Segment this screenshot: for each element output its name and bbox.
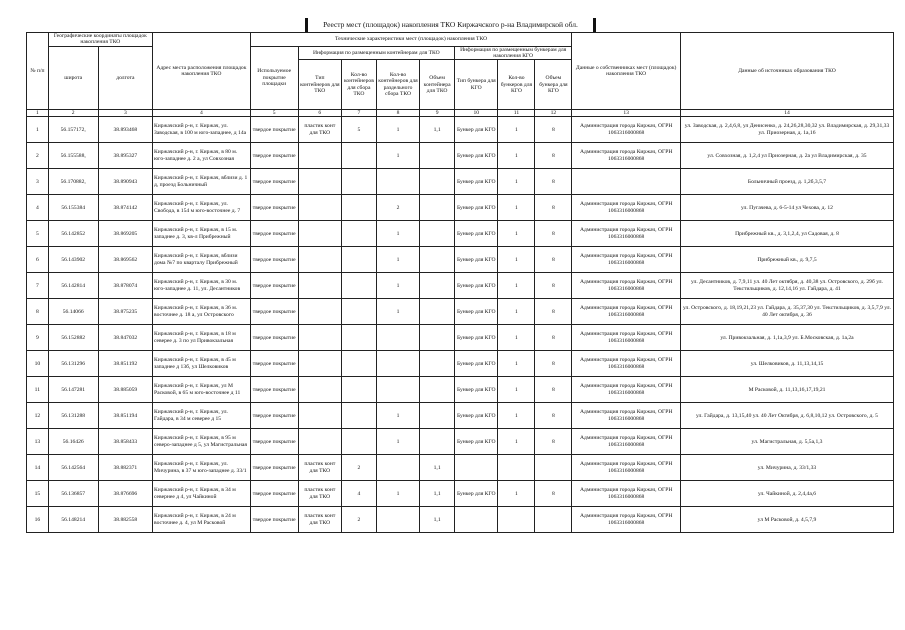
container-qty-cell xyxy=(342,247,377,273)
row-number: 15 xyxy=(27,481,49,507)
container-separate-cell: 1 xyxy=(376,221,419,247)
latitude-cell: 56.155588, xyxy=(48,143,98,169)
container-type-cell xyxy=(298,403,341,429)
row-number: 6 xyxy=(27,247,49,273)
bunker-volume-cell xyxy=(535,455,572,481)
longitude-cell: 38.882371 xyxy=(98,455,152,481)
page-title: Реестр мест (площадок) накопления ТКО Киржачского р-на Владимирской обл. xyxy=(305,18,596,32)
container-volume-cell xyxy=(420,377,455,403)
container-type-cell xyxy=(298,247,341,273)
sources-cell: ул. Островского, д. 18,19,21,23 ул. Гайдара, д. 35,37,30 ул. Текстильщиков, д. 3,5,7,9 ул. 40 Лет октября, д. 36 xyxy=(680,299,893,325)
container-qty-cell xyxy=(342,403,377,429)
column-number: 13 xyxy=(572,110,681,117)
longitude-cell: 38.858433 xyxy=(98,429,152,455)
bunker-qty-cell: 1 xyxy=(498,169,535,195)
owner-cell: Администрация города Киржач, ОГРН 1063316000868 xyxy=(572,143,681,169)
bunker-qty-cell: 1 xyxy=(498,247,535,273)
table-row xyxy=(27,299,894,325)
address-cell: Киржачский р-н, г. Киржач, в 45 м западнее д 13б, ул Шелковиков xyxy=(153,351,251,377)
container-type-cell xyxy=(298,195,341,221)
sources-cell: ул. Гайдара, д. 13,15,40 ул. 40 Лет Октября, д. 6,8,10,12 ул. Островского, д. 5 xyxy=(680,403,893,429)
container-volume-cell xyxy=(420,195,455,221)
owner-cell: Администрация города Киржач, ОГРН 1063316000868 xyxy=(572,455,681,481)
bunker-type-cell: Бункер для КГО xyxy=(455,299,498,325)
container-type-cell xyxy=(298,299,341,325)
address-cell: Киржачский р-н, г. Киржач, в 24 м восточнее д. 4, ул М Расковой xyxy=(153,507,251,533)
container-volume-cell xyxy=(420,169,455,195)
owner-cell: Администрация города Киржач, ОГРН 1063316000868 xyxy=(572,273,681,299)
bunker-type-cell: Бункер для КГО xyxy=(455,481,498,507)
longitude-cell: 38.869205 xyxy=(98,221,152,247)
sources-cell: ул. Десантников, д. 7,9,11 ул. 40 Лет октября, д. 40,38 ул. Островского, д. 29б ул. Текстильщиков, д. 12,14,16 ул. Гайдара, д. 41 xyxy=(680,273,893,299)
bunker-qty-cell: 1 xyxy=(498,481,535,507)
bunker-volume-cell: 8 xyxy=(535,273,572,299)
table-row xyxy=(27,221,894,247)
surface-cell: твердое покрытие xyxy=(250,143,298,169)
bunker-volume-cell: 8 xyxy=(535,351,572,377)
header-bunkers: Информация по размещенным бункерам для накопления КГО xyxy=(455,46,572,60)
row-number: 2 xyxy=(27,143,49,169)
table-row xyxy=(27,351,894,377)
owner-cell: Администрация города Киржач, ОГРН 1063316000868 xyxy=(572,507,681,533)
bunker-qty-cell: 1 xyxy=(498,403,535,429)
container-type-cell xyxy=(298,169,341,195)
address-cell: Киржачский р-н, г. Киржач, в 95 м северо-западнее д 5, ул Магистральная xyxy=(153,429,251,455)
bunker-volume-cell: 8 xyxy=(535,143,572,169)
container-separate-cell xyxy=(376,507,419,533)
container-volume-cell xyxy=(420,221,455,247)
table-body xyxy=(27,117,894,533)
owner-cell xyxy=(572,169,681,195)
latitude-cell: 56.147281 xyxy=(48,377,98,403)
column-number: 14 xyxy=(680,110,893,117)
latitude-cell: 56.143902 xyxy=(48,247,98,273)
registry-table xyxy=(26,32,894,533)
surface-cell: твердое покрытие xyxy=(250,507,298,533)
container-type-cell xyxy=(298,429,341,455)
bunker-qty-cell: 1 xyxy=(498,325,535,351)
header-tech: Технические характеристики мест (площадок) накопления ТКО xyxy=(250,33,572,47)
address-cell: Киржачский р-н, г. Киржач, ул. Свобода, в 154 м юго-восточнее д. 7 xyxy=(153,195,251,221)
surface-cell: твердое покрытие xyxy=(250,221,298,247)
sources-cell: Прибрежный кв., д. 9,7,5 xyxy=(680,247,893,273)
sources-cell: М Расковой, д. 11,13,16,17,19,21 xyxy=(680,377,893,403)
header-owner: Данные о собственниках мест (площадок) накопления ТКО xyxy=(572,33,681,110)
bunker-volume-cell: 8 xyxy=(535,377,572,403)
bunker-qty-cell: 1 xyxy=(498,117,535,143)
container-separate-cell: 1 xyxy=(376,117,419,143)
table-row xyxy=(27,325,894,351)
header-bunk-qty: Кол-во бункеров для КГО xyxy=(498,60,535,110)
container-volume-cell xyxy=(420,247,455,273)
surface-cell: твердое покрытие xyxy=(250,247,298,273)
row-number: 3 xyxy=(27,169,49,195)
header-num: № п/п xyxy=(27,33,49,110)
table-row xyxy=(27,507,894,533)
address-cell: Киржачский р-н, г. Киржач, ул. Заводская, в 100 м юго-западнее, д 14а xyxy=(153,117,251,143)
bunker-type-cell: Бункер для КГО xyxy=(455,403,498,429)
column-number: 5 xyxy=(250,110,298,117)
table-row xyxy=(27,403,894,429)
latitude-cell: 56.142814 xyxy=(48,273,98,299)
bunker-qty-cell xyxy=(498,507,535,533)
bunker-volume-cell: 8 xyxy=(535,117,572,143)
container-separate-cell xyxy=(376,351,419,377)
row-number: 13 xyxy=(27,429,49,455)
address-cell: Киржачский р-н, г. Киржач, в 30 м. юго-западнее д. 11, ул. Десантников xyxy=(153,273,251,299)
latitude-cell: 56.155384 xyxy=(48,195,98,221)
surface-cell: твердое покрытие xyxy=(250,429,298,455)
surface-cell: твердое покрытие xyxy=(250,325,298,351)
bunker-type-cell: Бункер для КГО xyxy=(455,429,498,455)
container-volume-cell xyxy=(420,325,455,351)
container-type-cell: пластик конт для ТКО xyxy=(298,481,341,507)
bunker-qty-cell: 1 xyxy=(498,221,535,247)
surface-cell: твердое покрытие xyxy=(250,169,298,195)
longitude-cell: 38.869562 xyxy=(98,247,152,273)
header-lat: широта xyxy=(48,46,98,110)
column-number: 11 xyxy=(498,110,535,117)
column-number: 7 xyxy=(342,110,377,117)
container-type-cell xyxy=(298,351,341,377)
container-qty-cell xyxy=(342,221,377,247)
sources-cell: Больничный проезд, д. 1,2б,3,5,7 xyxy=(680,169,893,195)
column-number: 3 xyxy=(98,110,152,117)
header-sources: Данные об источниках образования ТКО xyxy=(680,33,893,110)
column-number: 12 xyxy=(535,110,572,117)
header-lon: долгота xyxy=(98,46,152,110)
bunker-volume-cell: 8 xyxy=(535,221,572,247)
container-qty-cell xyxy=(342,325,377,351)
bunker-volume-cell: 8 xyxy=(535,325,572,351)
container-separate-cell: 1 xyxy=(376,429,419,455)
container-separate-cell: 1 xyxy=(376,247,419,273)
address-cell: Киржачский р-н, г. Киржач, в 34 м севернее д 4, ул Чайкиной xyxy=(153,481,251,507)
container-volume-cell xyxy=(420,143,455,169)
bunker-type-cell xyxy=(455,507,498,533)
header-geo: Географические координаты площадок накопления ТКО xyxy=(48,33,152,47)
owner-cell: Администрация города Киржач, ОГРН 1063316000868 xyxy=(572,221,681,247)
column-number: 4 xyxy=(153,110,251,117)
sources-cell: ул. Пугачева, д. 6-5-14 ул Чехова, д. 12 xyxy=(680,195,893,221)
bunker-volume-cell: 8 xyxy=(535,481,572,507)
container-qty-cell xyxy=(342,195,377,221)
sources-cell: ул. Привокзальная, д. 1,1а,3,9 ул. Б.Московская, д. 1а,2а xyxy=(680,325,893,351)
owner-cell: Администрация города Киржач, ОГРН 1063316000868 xyxy=(572,247,681,273)
row-number: 7 xyxy=(27,273,49,299)
longitude-cell: 38.895327 xyxy=(98,143,152,169)
surface-cell: твердое покрытие xyxy=(250,273,298,299)
container-separate-cell: 1 xyxy=(376,299,419,325)
column-number: 6 xyxy=(298,110,341,117)
owner-cell: Администрация города Киржач, ОГРН 1063316000868 xyxy=(572,299,681,325)
surface-cell: твердое покрытие xyxy=(250,195,298,221)
table-row xyxy=(27,247,894,273)
latitude-cell: 56.142564 xyxy=(48,455,98,481)
sources-cell: ул. Мичурина, д. 33/1,33 xyxy=(680,455,893,481)
container-volume-cell: 1,1 xyxy=(420,117,455,143)
bunker-qty-cell: 1 xyxy=(498,195,535,221)
table-row xyxy=(27,195,894,221)
latitude-cell: 56.148214 xyxy=(48,507,98,533)
table-row xyxy=(27,429,894,455)
bunker-type-cell: Бункер для КГО xyxy=(455,325,498,351)
bunker-type-cell: Бункер для КГО xyxy=(455,351,498,377)
bunker-type-cell xyxy=(455,455,498,481)
longitude-cell: 38.851192 xyxy=(98,351,152,377)
column-number: 10 xyxy=(455,110,498,117)
address-cell: Киржачский р-н, г. Киржач, ул. Гайдара, в 34 м северее д 15 xyxy=(153,403,251,429)
address-cell: Киржачский р-н, г. Киржач, в 36 м. восточнее д. 18 а, ул Островского xyxy=(153,299,251,325)
table-row xyxy=(27,481,894,507)
latitude-cell: 56.170882, xyxy=(48,169,98,195)
column-number-row xyxy=(27,110,894,117)
container-volume-cell: 1,1 xyxy=(420,481,455,507)
surface-cell: твердое покрытие xyxy=(250,117,298,143)
header-bunk-vol: Объем бункера для КГО xyxy=(535,60,572,110)
owner-cell: Администрация города Киржач, ОГРН 1063316000868 xyxy=(572,481,681,507)
container-separate-cell xyxy=(376,325,419,351)
header-cont-qty: Кол-во контейнеров для сбора ТКО xyxy=(342,60,377,110)
bunker-type-cell: Бункер для КГО xyxy=(455,195,498,221)
header-address: Адрес места расположения площадок накопления ТКО xyxy=(153,33,251,110)
longitude-cell: 38.878074 xyxy=(98,273,152,299)
latitude-cell: 56.152882 xyxy=(48,325,98,351)
header-cont-type: Тип контейнеров для ТКО xyxy=(298,60,341,110)
owner-cell: Администрация города Киржач, ОГРН 1063316000868 xyxy=(572,351,681,377)
table-header xyxy=(27,33,894,117)
header-cont-sep: Кол-во контейнеров для раздельного сбора ТКО xyxy=(376,60,419,110)
container-volume-cell xyxy=(420,351,455,377)
sources-cell: ул. Чайкиной, д. 2,4,4а,6 xyxy=(680,481,893,507)
bunker-volume-cell: 8 xyxy=(535,169,572,195)
bunker-volume-cell: 8 xyxy=(535,195,572,221)
longitude-cell: 38.847032 xyxy=(98,325,152,351)
column-number: 9 xyxy=(420,110,455,117)
owner-cell: Администрация города Киржач, ОГРН 1063316000868 xyxy=(572,117,681,143)
surface-cell: твердое покрытие xyxy=(250,403,298,429)
row-number: 11 xyxy=(27,377,49,403)
owner-cell: Администрация города Киржач, ОГРН 1063316000868 xyxy=(572,325,681,351)
row-number: 10 xyxy=(27,351,49,377)
container-type-cell xyxy=(298,143,341,169)
bunker-volume-cell: 8 xyxy=(535,429,572,455)
longitude-cell: 38.874142 xyxy=(98,195,152,221)
table-row xyxy=(27,377,894,403)
owner-cell: Администрация города Киржач, ОГРН 1063316000868 xyxy=(572,429,681,455)
container-qty-cell xyxy=(342,169,377,195)
latitude-cell: 56.131296 xyxy=(48,351,98,377)
owner-cell: Администрация города Киржач, ОГРН 1063316000868 xyxy=(572,377,681,403)
sources-cell: ул. Заводская, д. 2,4,6,8, ул Денисенко, д. 24,26,28,30,32 ул. Владимирская, д. 29,31,33 ул. Приозерная, д. 1а,16 xyxy=(680,117,893,143)
latitude-cell: 56.16426 xyxy=(48,429,98,455)
column-number: 2 xyxy=(48,110,98,117)
surface-cell: твердое покрытие xyxy=(250,299,298,325)
bunker-qty-cell: 1 xyxy=(498,429,535,455)
container-separate-cell: 1 xyxy=(376,403,419,429)
container-separate-cell: 1 xyxy=(376,273,419,299)
container-separate-cell: 1 xyxy=(376,481,419,507)
bunker-volume-cell: 8 xyxy=(535,299,572,325)
surface-cell: твердое покрытие xyxy=(250,481,298,507)
container-qty-cell xyxy=(342,143,377,169)
container-qty-cell: 2 xyxy=(342,507,377,533)
column-number: 8 xyxy=(376,110,419,117)
bunker-type-cell: Бункер для КГО xyxy=(455,273,498,299)
container-volume-cell xyxy=(420,273,455,299)
latitude-cell: 56.136857 xyxy=(48,481,98,507)
bunker-type-cell: Бункер для КГО xyxy=(455,221,498,247)
address-cell: Киржачский р-н, г. Киржач, ул М Расковой, в 65 м юго-восточнее д 11 xyxy=(153,377,251,403)
longitude-cell: 38.851194 xyxy=(98,403,152,429)
header-bunk-type: Тип бункера для КГО xyxy=(455,60,498,110)
container-qty-cell: 4 xyxy=(342,481,377,507)
container-separate-cell: 1 xyxy=(376,143,419,169)
header-containers: Информация по размещенным контейнерам для ТКО xyxy=(298,46,454,60)
latitude-cell: 56.14066 xyxy=(48,299,98,325)
sources-cell: ул М Расковой, д. 4,5,7,9 xyxy=(680,507,893,533)
owner-cell: Администрация города Киржач, ОГРН 1063316000868 xyxy=(572,403,681,429)
bunker-qty-cell: 1 xyxy=(498,351,535,377)
table-row xyxy=(27,169,894,195)
container-qty-cell xyxy=(342,351,377,377)
bunker-volume-cell: 8 xyxy=(535,403,572,429)
container-volume-cell xyxy=(420,403,455,429)
surface-cell: твердое покрытие xyxy=(250,455,298,481)
address-cell: Киржачский р-н, г. Киржач, вблизи дома №7 по кварталу Прибрежный xyxy=(153,247,251,273)
row-number: 14 xyxy=(27,455,49,481)
container-volume-cell xyxy=(420,299,455,325)
bunker-volume-cell xyxy=(535,507,572,533)
container-type-cell xyxy=(298,273,341,299)
longitude-cell: 38.875235 xyxy=(98,299,152,325)
table-row xyxy=(27,273,894,299)
latitude-cell: 56.142852 xyxy=(48,221,98,247)
row-number: 1 xyxy=(27,117,49,143)
bunker-type-cell: Бункер для КГО xyxy=(455,377,498,403)
table-row xyxy=(27,117,894,143)
sources-cell: Прибрежный кв., д. 3,1,2,4, ул Садовая, д. 8 xyxy=(680,221,893,247)
longitude-cell: 38.876696 xyxy=(98,481,152,507)
address-cell: Киржачский р-н, г. Киржач, в 18 м северее д. 3 по ул Привокзальная xyxy=(153,325,251,351)
address-cell: Киржачский р-н, г. Киржач, вблизи д. 1 д, проезд Больничный xyxy=(153,169,251,195)
surface-cell: твердое покрытие xyxy=(250,377,298,403)
bunker-type-cell: Бункер для КГО xyxy=(455,143,498,169)
container-type-cell: пластик конт для ТКО xyxy=(298,507,341,533)
bunker-qty-cell xyxy=(498,455,535,481)
owner-cell: Администрация города Киржач, ОГРН 1063316000868 xyxy=(572,195,681,221)
header-surface: Используемое покрытие площадки xyxy=(250,46,298,110)
sources-cell: ул. Магистральная, д. 5,5а,1,3 xyxy=(680,429,893,455)
row-number: 5 xyxy=(27,221,49,247)
container-separate-cell: 2 xyxy=(376,195,419,221)
container-type-cell: пластик конт для ТКО xyxy=(298,455,341,481)
bunker-qty-cell: 1 xyxy=(498,299,535,325)
bunker-type-cell: Бункер для КГО xyxy=(455,117,498,143)
container-separate-cell xyxy=(376,377,419,403)
surface-cell: твердое покрытие xyxy=(250,351,298,377)
bunker-type-cell: Бункер для КГО xyxy=(455,247,498,273)
address-cell: Киржачский р-н, г. Киржач, в 80 м. юго-западнее д. 2 а, ул Совхозная xyxy=(153,143,251,169)
container-qty-cell: 5 xyxy=(342,117,377,143)
address-cell: Киржачский р-н, г. Киржач, в 15 м. западнее д. 3, кв-л Прибрежный xyxy=(153,221,251,247)
table-row xyxy=(27,143,894,169)
container-type-cell xyxy=(298,221,341,247)
container-separate-cell xyxy=(376,455,419,481)
container-qty-cell: 2 xyxy=(342,455,377,481)
row-number: 12 xyxy=(27,403,49,429)
latitude-cell: 56.157172, xyxy=(48,117,98,143)
header-cont-vol: Объем контейнера для ТКО xyxy=(420,60,455,110)
column-number: 1 xyxy=(27,110,49,117)
bunker-qty-cell: 1 xyxy=(498,377,535,403)
bunker-volume-cell: 8 xyxy=(535,247,572,273)
longitude-cell: 38.882558 xyxy=(98,507,152,533)
bunker-qty-cell: 1 xyxy=(498,273,535,299)
container-qty-cell xyxy=(342,273,377,299)
bunker-qty-cell: 1 xyxy=(498,143,535,169)
container-type-cell: пластик конт для ТКО xyxy=(298,117,341,143)
container-volume-cell xyxy=(420,429,455,455)
container-volume-cell: 1,1 xyxy=(420,507,455,533)
bunker-type-cell: Бункер для КГО xyxy=(455,169,498,195)
row-number: 4 xyxy=(27,195,49,221)
row-number: 8 xyxy=(27,299,49,325)
container-separate-cell xyxy=(376,169,419,195)
longitude-cell: 38.885059 xyxy=(98,377,152,403)
longitude-cell: 38.893468 xyxy=(98,117,152,143)
row-number: 16 xyxy=(27,507,49,533)
container-volume-cell: 1,1 xyxy=(420,455,455,481)
container-type-cell xyxy=(298,325,341,351)
table-row xyxy=(27,455,894,481)
row-number: 9 xyxy=(27,325,49,351)
sources-cell: ул. Совхозная, д. 1,2,4 ул Приозерная, д. 2а ул Владимирская, д. 35 xyxy=(680,143,893,169)
longitude-cell: 38.890943 xyxy=(98,169,152,195)
sources-cell: ул. Шелковиков, д. 11,13,14,15 xyxy=(680,351,893,377)
container-qty-cell xyxy=(342,377,377,403)
container-qty-cell xyxy=(342,299,377,325)
container-qty-cell xyxy=(342,429,377,455)
address-cell: Киржачский р-н, г. Киржач, ул. Мичурина, в 37 м юго-западнее д. 33/1 xyxy=(153,455,251,481)
latitude-cell: 56.131288 xyxy=(48,403,98,429)
container-type-cell xyxy=(298,377,341,403)
